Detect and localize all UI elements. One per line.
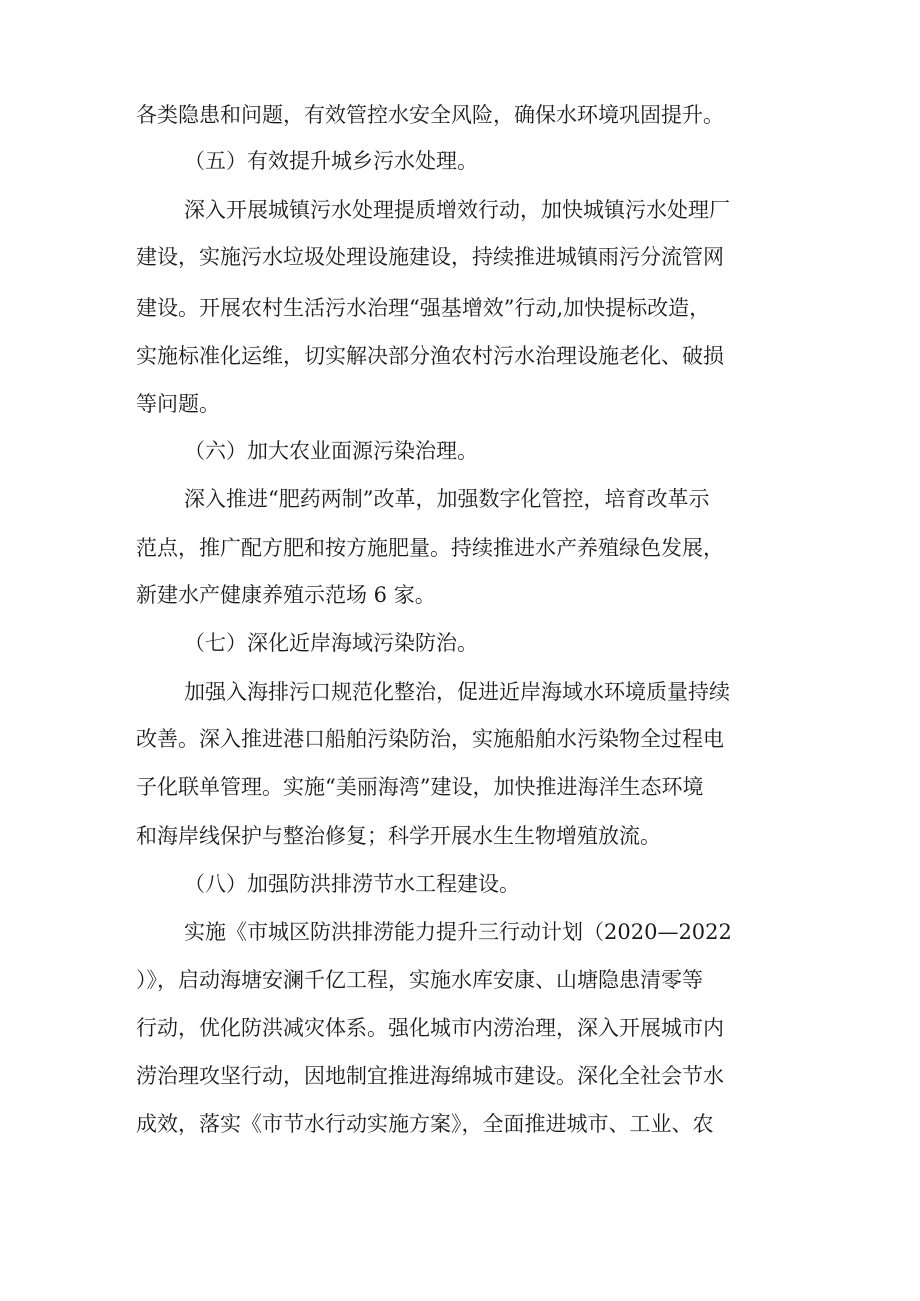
- body-text-line: 实施《市城区防洪排涝能力提升三行动计划（2020—2022: [184, 920, 732, 944]
- body-text-line: 和海岸线保护与整治修复；科学开展水生生物增殖放流。: [136, 824, 661, 848]
- body-text-line: 成效，落实《市节水行动实施方案》，全面推进城市、工业、农: [136, 1112, 714, 1136]
- body-text-line: 建设，实施污水垃圾处理设施建设，持续推进城镇雨污分流管网: [136, 245, 724, 269]
- body-text-line: 建设。开展农村生活污水治理“强基增效”行动,加快提标改造，: [136, 296, 711, 320]
- body-text-line: ）》，启动海塘安澜千亿工程，实施水库安康、山塘隐患清零等: [136, 968, 703, 992]
- section-heading: （五）有效提升城乡污水处理。: [184, 149, 478, 173]
- body-text-line: 子化联单管理。实施“美丽海湾”建设，加快推进海洋生态环境: [136, 775, 704, 799]
- section-heading: （六）加大农业面源污染治理。: [184, 439, 478, 463]
- body-text-line: 涝治理攻坚行动，因地制宜推进海绵城市建设。深化全社会节水: [136, 1064, 724, 1088]
- body-text-line: 改善。深入推进港口船舶污染防治，实施船舶水污染物全过程电: [136, 727, 724, 751]
- body-text-line: 等问题。: [136, 392, 220, 416]
- body-text-line: 加强入海排污口规范化整治，促进近岸海域水环境质量持续: [184, 680, 730, 704]
- section-heading: （八）加强防洪排涝节水工程建设。: [184, 872, 520, 896]
- body-text-line: 深入推进“肥药两制”改革，加强数字化管控，培育改革示: [184, 487, 710, 511]
- body-text-line: 范点，推广配方肥和按方施肥量。持续推进水产养殖绿色发展，: [136, 536, 724, 560]
- section-heading: （七）深化近岸海域污染防治。: [184, 631, 478, 655]
- body-text-line: 新建水产健康养殖示范场 6 家。: [136, 583, 436, 607]
- body-text-line: 行动，优化防洪减灾体系。强化城市内涝治理，深入开展城市内: [136, 1016, 724, 1040]
- body-text-line: 实施标准化运维，切实解决部分渔农村污水治理设施老化、破损: [136, 344, 724, 368]
- body-text-line: 深入开展城镇污水处理提质增效行动，加快城镇污水处理厂: [184, 198, 730, 222]
- body-text-line: 各类隐患和问题，有效管控水安全风险，确保水环境巩固提升。: [136, 103, 724, 127]
